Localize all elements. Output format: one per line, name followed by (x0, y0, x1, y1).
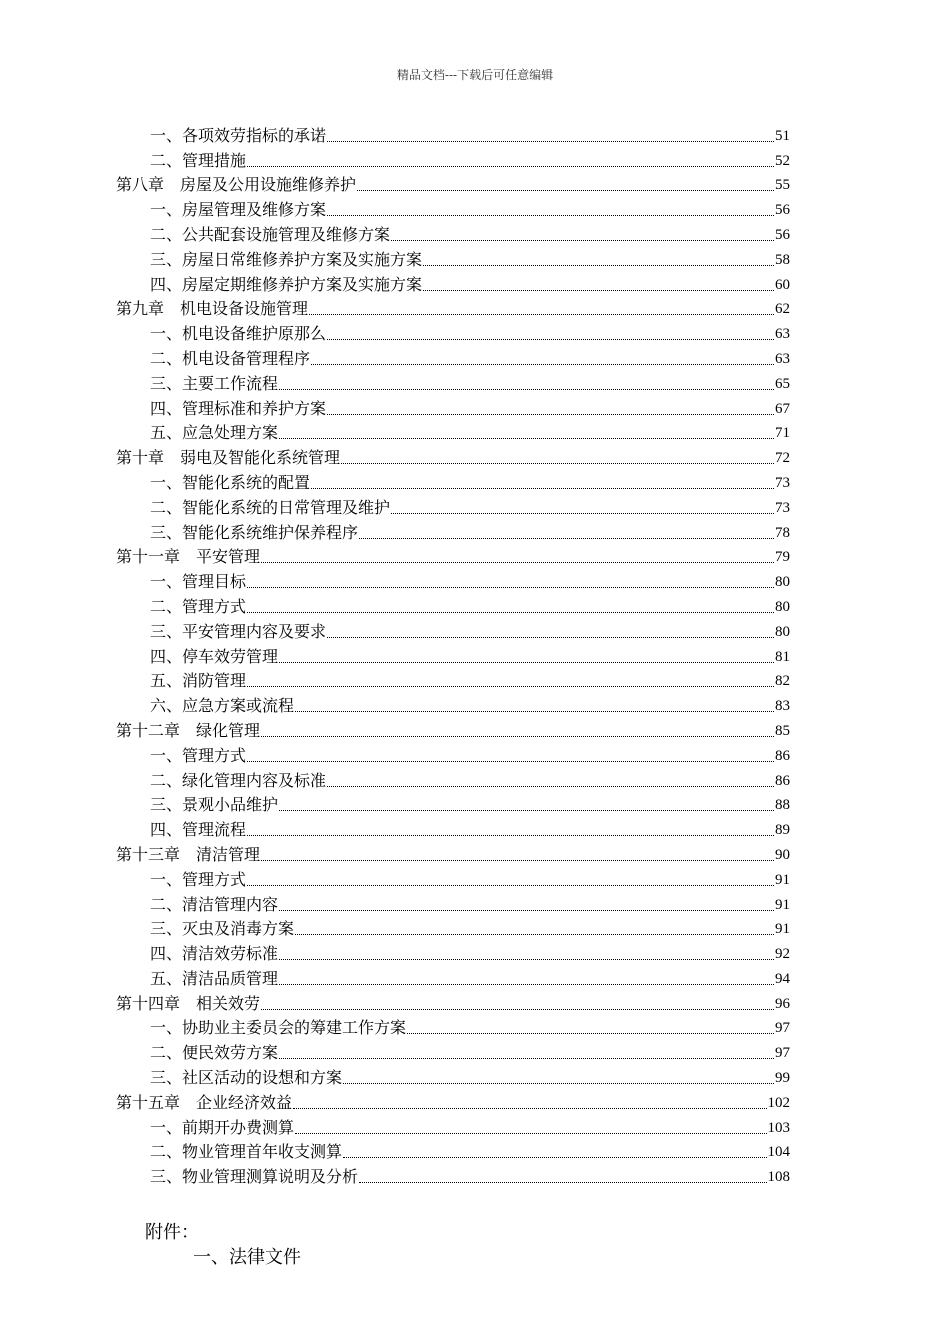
toc-entry-label: 一、管理方式 (150, 745, 247, 765)
toc-section-entry[interactable] (0, 667, 790, 692)
toc-entry-label: 二、公共配套设施管理及维修方案 (150, 224, 391, 244)
toc-dot-leader (295, 1133, 766, 1134)
toc-section-entry[interactable] (0, 815, 790, 840)
toc-dot-leader (359, 1182, 766, 1183)
toc-dot-leader (357, 190, 774, 191)
toc-dot-leader (295, 711, 774, 712)
toc-dot-leader (247, 587, 774, 588)
toc-section-entry[interactable] (0, 791, 790, 816)
toc-page-number: 104 (767, 1144, 790, 1161)
toc-entry-label: 第十一章 平安管理 (116, 547, 261, 567)
toc-entry-label: 五、消防管理 (150, 671, 247, 691)
toc-section-entry[interactable] (0, 468, 790, 493)
toc-entry-label: 三、主要工作流程 (150, 373, 279, 393)
toc-dot-leader (247, 612, 774, 613)
toc-page-number: 94 (775, 970, 790, 987)
toc-chapter-entry[interactable] (0, 716, 790, 741)
toc-dot-leader (261, 736, 774, 737)
toc-entry-label: 一、智能化系统的配置 (150, 472, 311, 492)
toc-section-entry[interactable] (0, 890, 790, 915)
toc-entry-label: 六、应急方案或流程 (150, 696, 295, 716)
toc-entry-label: 三、景观小品维护 (150, 795, 279, 815)
toc-section-entry[interactable] (0, 344, 790, 369)
toc-entry-label: 四、停车效劳管理 (150, 646, 279, 666)
toc-dot-leader (279, 910, 774, 911)
toc-page-number: 102 (767, 1094, 790, 1111)
toc-entry-label: 第十二章 绿化管理 (116, 720, 261, 740)
toc-entry-label: 第九章 机电设备设施管理 (116, 299, 309, 319)
toc-chapter-entry[interactable] (0, 1088, 790, 1113)
toc-dot-leader (391, 513, 774, 514)
toc-dot-leader (327, 215, 774, 216)
toc-page-number: 79 (775, 549, 790, 566)
toc-page-number: 81 (775, 648, 790, 665)
toc-page-number: 108 (767, 1169, 790, 1186)
toc-dot-leader (247, 761, 774, 762)
toc-section-entry[interactable] (0, 146, 790, 171)
toc-page-number: 80 (775, 598, 790, 615)
toc-entry-label: 二、物业管理首年收支测算 (150, 1142, 343, 1162)
toc-dot-leader (261, 1009, 774, 1010)
toc-chapter-entry[interactable] (0, 295, 790, 320)
toc-dot-leader (327, 786, 774, 787)
toc-dot-leader (341, 463, 774, 464)
toc-page-number: 83 (775, 698, 790, 715)
toc-section-entry[interactable] (0, 121, 790, 146)
toc-entry-label: 三、房屋日常维修养护方案及实施方案 (150, 249, 423, 269)
toc-section-entry[interactable] (0, 1038, 790, 1063)
toc-section-entry[interactable] (0, 567, 790, 592)
toc-chapter-entry[interactable] (0, 543, 790, 568)
toc-section-entry[interactable] (0, 766, 790, 791)
toc-dot-leader (309, 314, 774, 315)
toc-section-entry[interactable] (0, 220, 790, 245)
toc-page-number: 62 (775, 301, 790, 318)
toc-page-number: 91 (775, 896, 790, 913)
toc-entry-label: 二、清洁管理内容 (150, 894, 279, 914)
toc-section-entry[interactable] (0, 1138, 790, 1163)
toc-section-entry[interactable] (0, 1063, 790, 1088)
toc-dot-leader (423, 290, 774, 291)
toc-entry-label: 三、平安管理内容及要求 (150, 621, 327, 641)
toc-page-number: 89 (775, 822, 790, 839)
toc-dot-leader (279, 389, 774, 390)
toc-entry-label: 第十章 弱电及智能化系统管理 (116, 448, 341, 468)
toc-page-number: 96 (775, 995, 790, 1012)
toc-entry-label: 二、管理措施 (150, 150, 247, 170)
table-of-contents (0, 121, 950, 1187)
toc-page-number: 80 (775, 623, 790, 640)
toc-page-number: 71 (775, 425, 790, 442)
toc-page-number: 52 (775, 152, 790, 169)
toc-page-number: 67 (775, 400, 790, 417)
toc-entry-label: 五、清洁品质管理 (150, 968, 279, 988)
toc-page-number: 97 (775, 1045, 790, 1062)
toc-entry-label: 一、房屋管理及维修方案 (150, 200, 327, 220)
toc-dot-leader (327, 339, 774, 340)
toc-entry-label: 三、灭虫及消毒方案 (150, 919, 295, 939)
toc-section-entry[interactable] (0, 617, 790, 642)
toc-section-entry[interactable] (0, 319, 790, 344)
toc-entry-label: 二、管理方式 (150, 596, 247, 616)
toc-entry-label: 四、管理标准和养护方案 (150, 398, 327, 418)
toc-entry-label: 二、机电设备管理程序 (150, 348, 311, 368)
toc-section-entry[interactable] (0, 642, 790, 667)
toc-dot-leader (247, 166, 774, 167)
toc-page-number: 103 (767, 1119, 790, 1136)
toc-section-entry[interactable] (0, 1162, 790, 1187)
page-header: 精品文档---下载后可任意编辑 (396, 68, 554, 82)
toc-section-entry[interactable] (0, 369, 790, 394)
toc-entry-label: 一、各项效劳指标的承诺 (150, 125, 327, 145)
toc-dot-leader (247, 885, 774, 886)
toc-dot-leader (327, 637, 774, 638)
toc-chapter-entry[interactable] (0, 443, 790, 468)
toc-page-number: 82 (775, 673, 790, 690)
toc-page-number: 78 (775, 524, 790, 541)
toc-page-number: 56 (775, 202, 790, 219)
toc-section-entry[interactable] (0, 964, 790, 989)
toc-dot-leader (279, 959, 774, 960)
toc-page-number: 80 (775, 574, 790, 591)
toc-dot-leader (359, 538, 774, 539)
toc-section-entry[interactable] (0, 493, 790, 518)
toc-dot-leader (327, 414, 774, 415)
appendix-title: 附件： (145, 1222, 199, 1243)
toc-section-entry[interactable] (0, 865, 790, 890)
toc-dot-leader (279, 984, 774, 985)
toc-section-entry[interactable] (0, 1014, 790, 1039)
toc-page-number: 58 (775, 251, 790, 268)
toc-dot-leader (261, 860, 774, 861)
toc-page-number: 90 (775, 846, 790, 863)
toc-page-number: 91 (775, 921, 790, 938)
toc-page-number: 92 (775, 946, 790, 963)
toc-page-number: 51 (775, 127, 790, 144)
toc-section-entry[interactable] (0, 939, 790, 964)
toc-chapter-entry[interactable] (0, 989, 790, 1014)
toc-section-entry[interactable] (0, 1113, 790, 1138)
toc-dot-leader (407, 1033, 774, 1034)
toc-page-number: 65 (775, 375, 790, 392)
toc-section-entry[interactable] (0, 691, 790, 716)
toc-page-number: 55 (775, 177, 790, 194)
toc-dot-leader (293, 1108, 766, 1109)
toc-page-number: 88 (775, 797, 790, 814)
toc-dot-leader (391, 240, 774, 241)
toc-section-entry[interactable] (0, 419, 790, 444)
toc-entry-label: 四、管理流程 (150, 820, 247, 840)
toc-entry-label: 五、应急处理方案 (150, 423, 279, 443)
toc-entry-label: 一、前期开办费测算 (150, 1117, 295, 1137)
toc-page-number: 86 (775, 747, 790, 764)
toc-section-entry[interactable] (0, 915, 790, 940)
toc-entry-label: 一、机电设备维护原那么 (150, 324, 327, 344)
toc-page-number: 56 (775, 226, 790, 243)
toc-section-entry[interactable] (0, 741, 790, 766)
toc-page-number: 99 (775, 1070, 790, 1087)
toc-page-number: 97 (775, 1020, 790, 1037)
toc-page-number: 86 (775, 772, 790, 789)
toc-chapter-entry[interactable] (0, 171, 790, 196)
toc-entry-label: 二、绿化管理内容及标准 (150, 770, 327, 790)
toc-section-entry[interactable] (0, 518, 790, 543)
toc-entry-label: 三、物业管理测算说明及分析 (150, 1167, 359, 1187)
toc-dot-leader (279, 1058, 774, 1059)
toc-dot-leader (295, 934, 774, 935)
toc-chapter-entry[interactable] (0, 840, 790, 865)
toc-dot-leader (327, 141, 774, 142)
toc-page-number: 60 (775, 276, 790, 293)
toc-dot-leader (343, 1157, 766, 1158)
toc-entry-label: 一、管理方式 (150, 869, 247, 889)
toc-entry-label: 一、管理目标 (150, 572, 247, 592)
toc-entry-label: 二、智能化系统的日常管理及维护 (150, 497, 391, 517)
toc-page-number: 63 (775, 350, 790, 367)
toc-section-entry[interactable] (0, 195, 790, 220)
toc-dot-leader (311, 488, 774, 489)
toc-page-number: 72 (775, 450, 790, 467)
toc-entry-label: 四、清洁效劳标准 (150, 944, 279, 964)
toc-page-number: 73 (775, 499, 790, 516)
toc-page-number: 85 (775, 722, 790, 739)
toc-section-entry[interactable] (0, 245, 790, 270)
toc-entry-label: 三、社区活动的设想和方案 (150, 1068, 343, 1088)
toc-dot-leader (279, 810, 774, 811)
toc-entry-label: 第十五章 企业经济效益 (116, 1092, 293, 1112)
toc-dot-leader (423, 265, 774, 266)
toc-section-entry[interactable] (0, 592, 790, 617)
toc-entry-label: 二、便民效劳方案 (150, 1043, 279, 1063)
toc-page-number: 63 (775, 326, 790, 343)
toc-page-number: 91 (775, 871, 790, 888)
toc-entry-label: 第十四章 相关效劳 (116, 993, 261, 1013)
toc-section-entry[interactable] (0, 270, 790, 295)
toc-dot-leader (247, 686, 774, 687)
toc-entry-label: 三、智能化系统维护保养程序 (150, 522, 359, 542)
toc-dot-leader (261, 562, 774, 563)
toc-entry-label: 第十三章 清洁管理 (116, 844, 261, 864)
toc-entry-label: 一、协助业主委员会的筹建工作方案 (150, 1018, 407, 1038)
toc-dot-leader (279, 662, 774, 663)
toc-section-entry[interactable] (0, 394, 790, 419)
toc-entry-label: 四、房屋定期维修养护方案及实施方案 (150, 274, 423, 294)
toc-dot-leader (311, 364, 774, 365)
toc-page-number: 73 (775, 474, 790, 491)
appendix-item: 一、法律文件 (193, 1247, 301, 1268)
toc-entry-label: 第八章 房屋及公用设施维修养护 (116, 175, 357, 195)
toc-dot-leader (279, 438, 774, 439)
toc-dot-leader (343, 1083, 774, 1084)
toc-dot-leader (247, 835, 774, 836)
